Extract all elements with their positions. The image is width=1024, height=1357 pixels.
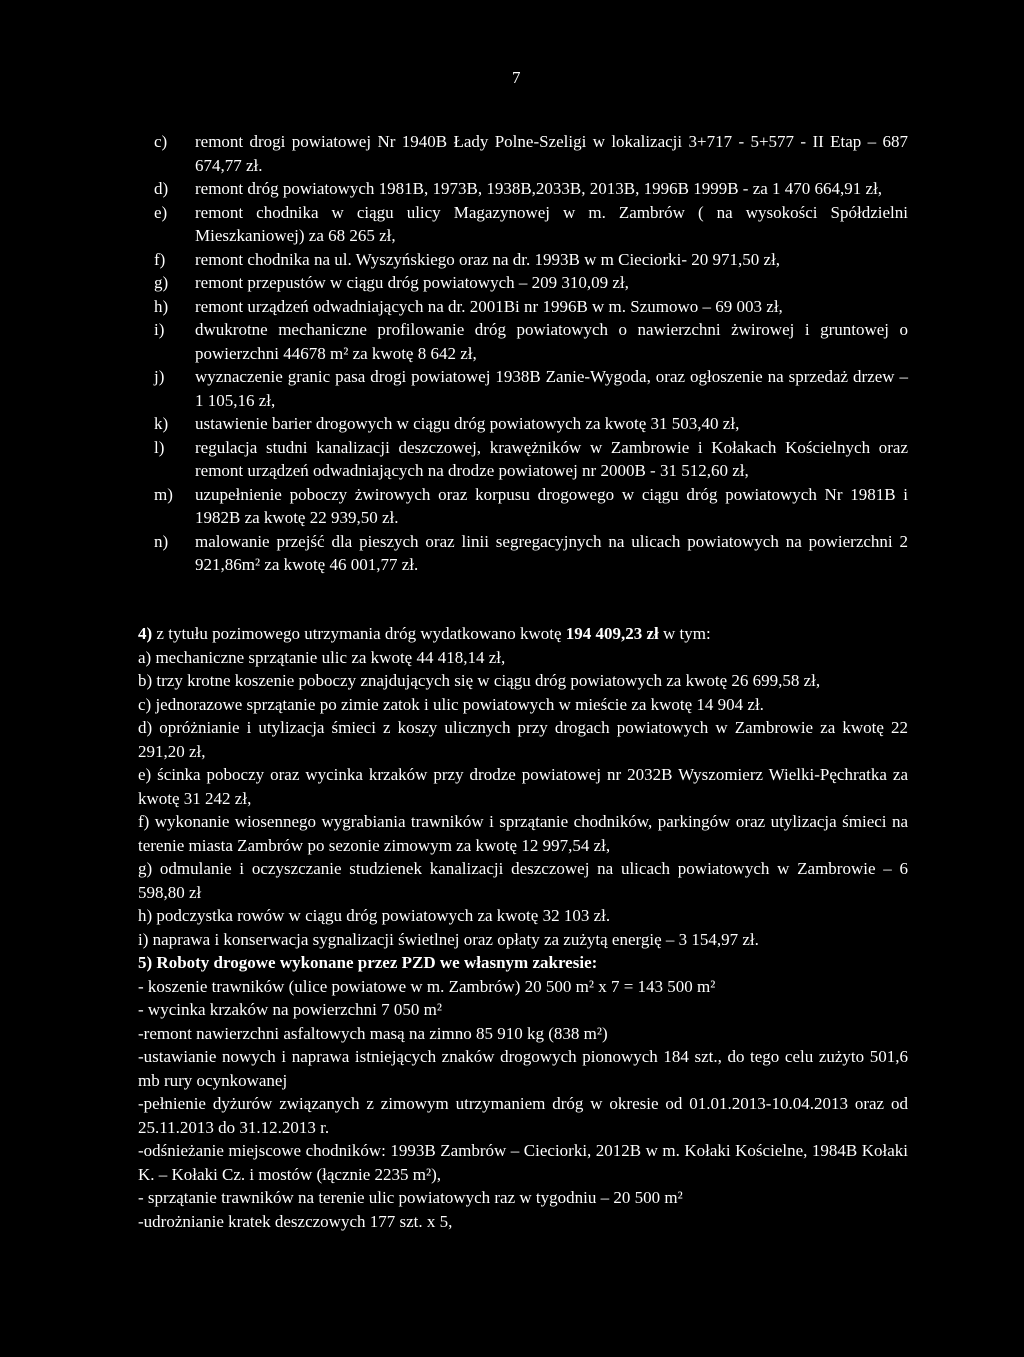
list-item	[138, 177, 908, 201]
section-4-number: 4)	[138, 624, 153, 643]
list-item-label: i)	[154, 320, 165, 339]
list-item	[138, 201, 908, 248]
list-item-text: remont urządzeń odwadniających na dr. 2001Bi nr 1996B w m. Szumowo – 69 003 zł,	[195, 296, 783, 316]
section-5-item: -remont nawierzchni asfaltowych masą na zimno 85 910 kg (838 m²)	[138, 1023, 608, 1043]
list-item-label: d)	[154, 179, 169, 198]
section-4-item: a) mechaniczne sprzątanie ulic za kwotę 44 418,14 zł,	[138, 647, 506, 667]
list-item-label: m)	[154, 484, 173, 504]
document-body	[138, 622, 908, 1233]
section-5-item: -odśnieżanie miejscowe chodników: 1993B Zambrów – Cieciorki, 2012B w m. Kołaki Kościelne, 1984B Kołaki K. – Kołaki Cz. i mostów (łącznie 2235 m²),	[138, 1141, 908, 1184]
section-4-intro	[138, 622, 908, 646]
works-list	[138, 130, 908, 577]
list-item-text: malowanie przejść dla pieszych oraz linii segregacyjnych na ulicach powiatowych na powierzchni 2 921,86m² za kwotę 46 001,77 zł.	[195, 531, 908, 574]
section-4-item: f) wykonanie wiosennego wygrabiania trawników i sprzątanie chodników, parkingów oraz utylizacja śmieci na terenie miasta Zambrów po sezonie zimowym za kwotę 12 997,54 zł,	[138, 812, 908, 855]
list-item-text: remont chodnika w ciągu ulicy Magazynowej w m. Zambrów ( na wysokości Spółdzielni Mieszkaniowej) za 68 265 zł,	[195, 202, 908, 245]
section-4-item: b) trzy krotne koszenie poboczy znajdujących się w ciągu dróg powiatowych za kwotę 26 699,58 zł,	[138, 671, 821, 690]
section-5-item: - wycinka krzaków na powierzchni 7 050 m²	[138, 1000, 442, 1019]
section-5-item: -udrożnianie kratek deszczowych 177 szt. x 5,	[138, 1211, 453, 1231]
section-4-item: h) podczystka rowów w ciągu dróg powiatowych za kwotę 32 103 zł.	[138, 906, 611, 925]
section-5-heading: 5) Roboty drogowe wykonane przez PZD we własnym zakresie:	[138, 953, 598, 972]
list-item-text: remont przepustów w ciągu dróg powiatowych – 209 310,09 zł,	[195, 273, 629, 292]
section-4-item: d) opróżnianie i utylizacja śmieci z koszy ulicznych przy drogach powiatowych w Zambrowie za kwotę 22 291,20 zł,	[138, 718, 908, 761]
list-item	[138, 130, 908, 177]
section-4-text: z tytułu pozimowego utrzymania dróg wydatkowano kwotę	[152, 624, 566, 643]
list-item-text: remont dróg powiatowych 1981B, 1973B, 1938B,2033B, 2013B, 1996B 1999B - za 1 470 664,91 zł,	[195, 179, 883, 198]
list-item	[138, 530, 908, 577]
list-item-label: k)	[154, 414, 169, 433]
section-4-item: e) ścinka poboczy oraz wycinka krzaków przy drodze powiatowej nr 2032B Wyszomierz Wielki-Pęchratka za kwotę 31 242 zł,	[138, 765, 908, 808]
section-4-item: g) odmulanie i oczyszczanie studzienek kanalizacji deszczowej na ulicach powiatowych w Zambrowie – 6 598,80 zł	[138, 859, 908, 902]
list-item-label: j)	[154, 367, 165, 386]
section-5-item: - sprzątanie trawników na terenie ulic powiatowych raz w tygodniu – 20 500 m²	[138, 1188, 683, 1207]
list-item-label: l)	[154, 437, 165, 457]
list-item	[138, 271, 908, 295]
section-4-amount: 194 409,23 zł	[565, 624, 659, 643]
list-item-text: regulacja studni kanalizacji deszczowej, krawężników w Zambrowie i Kołakach Kościelnych oraz remont urządzeń odwadniających na drodze powiatowej nr 2000B - 31 512,60 zł,	[195, 437, 908, 480]
list-item	[138, 365, 908, 412]
page-number: 7	[512, 68, 521, 87]
list-item-label: n)	[154, 531, 169, 551]
list-item	[138, 318, 908, 365]
section-5-item: - koszenie trawników (ulice powiatowe w m. Zambrów) 20 500 m² x 7 = 143 500 m²	[138, 976, 716, 996]
list-item	[138, 295, 908, 319]
section-4-text-end: w tym:	[658, 624, 711, 643]
list-item	[138, 412, 908, 436]
list-item-text: uzupełnienie poboczy żwirowych oraz korpusu drogowego w ciągu dróg powiatowych Nr 1981B i 1982B za kwotę 22 939,50 zł.	[195, 484, 908, 527]
list-item-text: remont drogi powiatowej Nr 1940B Łady Polne-Szeligi w lokalizacji 3+717 - 5+577 - II Etap – 687 674,77 zł.	[195, 132, 908, 175]
list-item-label: h)	[154, 296, 169, 316]
section-4-item: c) jednorazowe sprzątanie po zimie zatok i ulic powiatowych w mieście za kwotę 14 904 zł.	[138, 694, 764, 714]
list-item-text: ustawienie barier drogowych w ciągu dróg powiatowych za kwotę 31 503,40 zł,	[195, 414, 740, 433]
section-5-item: -ustawianie nowych i naprawa istniejących znaków drogowych pionowych 184 szt., do tego celu zużyto 501,6 mb rury ocynkowanej	[138, 1047, 908, 1090]
list-item-text: remont chodnika na ul. Wyszyńskiego oraz na dr. 1993B w m Cieciorki- 20 971,50 zł,	[195, 249, 781, 269]
list-item-label: f)	[154, 249, 166, 269]
section-5-item: -pełnienie dyżurów związanych z zimowym utrzymaniem dróg w okresie od 01.01.2013-10.04.2013 oraz od 25.11.2013 do 31.12.2013 r.	[138, 1094, 908, 1137]
list-item-text: wyznaczenie granic pasa drogi powiatowej 1938B Zanie-Wygoda, oraz ogłoszenie na sprzedaż drzew – 1 105,16 zł,	[195, 367, 908, 410]
section-4-item: i) naprawa i konserwacja sygnalizacji świetlnej oraz opłaty za zużytą energię – 3 154,97 zł.	[138, 929, 759, 949]
list-item	[138, 483, 908, 530]
list-item-text: dwukrotne mechaniczne profilowanie dróg powiatowych o nawierzchni żwirowej i gruntowej o powierzchni 44678 m² za kwotę 8 642 zł,	[195, 320, 908, 363]
list-item-label: c)	[154, 132, 168, 151]
list-item	[138, 248, 908, 272]
list-item	[138, 436, 908, 483]
list-item-label: e)	[154, 202, 168, 222]
list-item-label: g)	[154, 273, 169, 292]
